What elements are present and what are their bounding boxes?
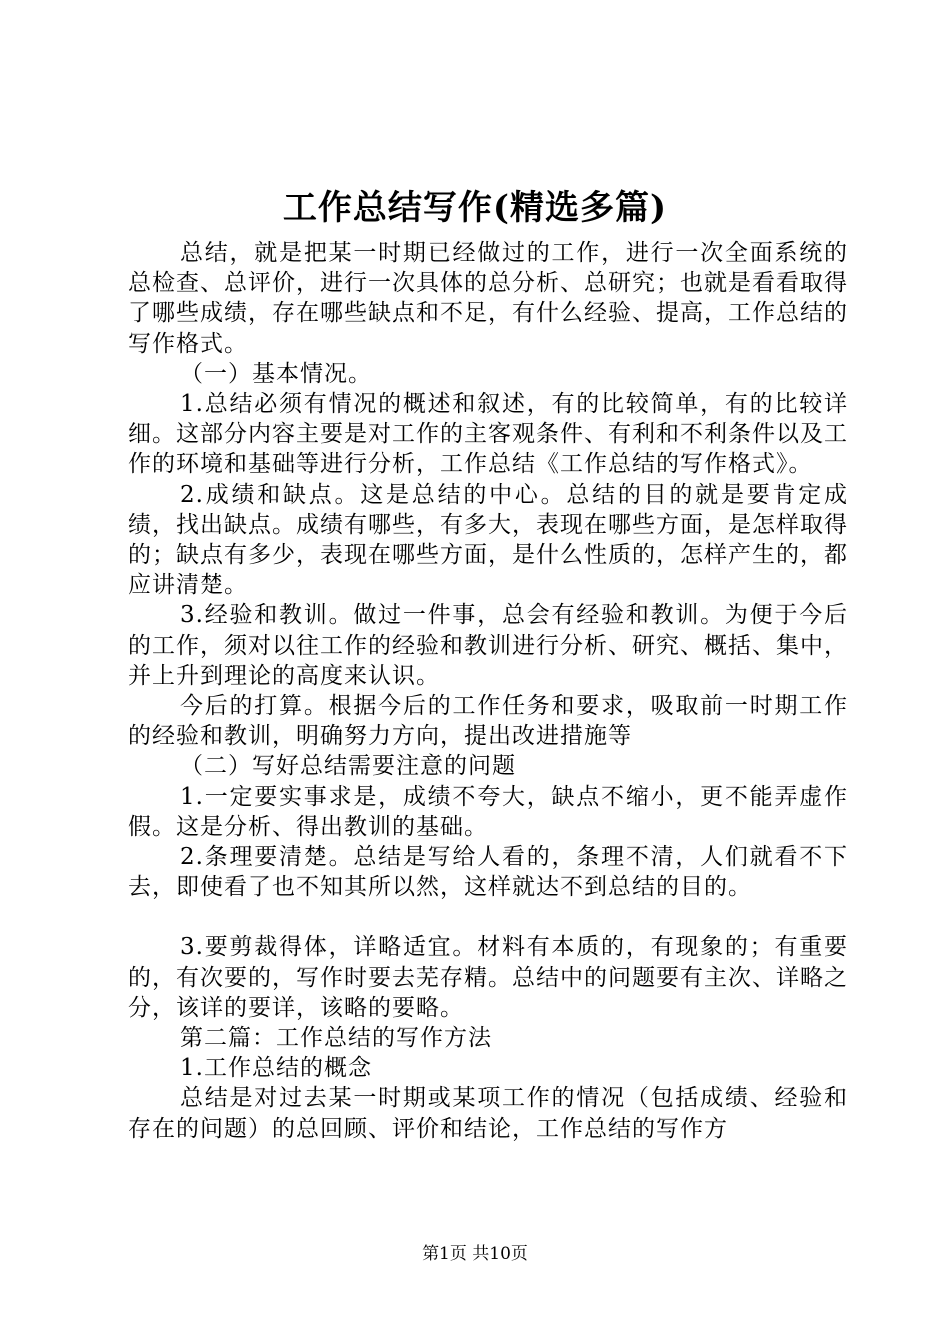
paragraph-note-1: 1.一定要实事求是，成绩不夸大，缺点不缩小，更不能弄虚作假。这是分析、得出教训的基础。 (128, 783, 848, 840)
subheading-concept: 1.工作总结的概念 (180, 1055, 372, 1082)
paragraph-note-3: 3.要剪裁得体，详略适宜。材料有本质的，有现象的；有重要的，有次要的，写作时要去芜存精。总结中的问题要有主次、详略之分，该详的要详，该略的要略。 (128, 934, 848, 1021)
document-body (128, 238, 848, 1144)
section-heading-part-two: 第二篇：工作总结的写作方法 (180, 1025, 492, 1052)
page-footer: 第1页 共10页 (422, 1244, 528, 1264)
paragraph-concept: 总结是对过去某一时期或某项工作的情况（包括成绩、经验和存在的问题）的总回顾、评价和结论，工作总结的写作方 (128, 1085, 848, 1142)
paragraph-item-2: 2.成绩和缺点。这是总结的中心。总结的目的就是要肯定成绩，找出缺点。成绩有哪些，有多大，表现在哪些方面，是怎样取得的；缺点有多少，表现在哪些方面，是什么性质的，怎样产生的，都应讲清楚。 (128, 481, 848, 599)
paragraph-intro: 总结，就是把某一时期已经做过的工作，进行一次全面系统的总检查、总评价，进行一次具体的总分析、总研究；也就是看看取得了哪些成绩，存在哪些缺点和不足，有什么经验、提高，工作总结的写作格式。 (128, 240, 848, 357)
paragraph-plan: 今后的打算。根据今后的工作任务和要求，吸取前一时期工作的经验和教训，明确努力方向，提出改进措施等 (128, 693, 848, 750)
section-heading-notes: （二）写好总结需要注意的问题 (180, 753, 516, 780)
paragraph-item-1: 1.总结必须有情况的概述和叙述，有的比较简单，有的比较详细。这部分内容主要是对工作的主客观条件、有利和不利条件以及工作的环境和基础等进行分析，工作总结《工作总结的写作格式》。 (128, 391, 848, 478)
paragraph-item-3: 3.经验和教训。做过一件事，总会有经验和教训。为便于今后的工作，须对以往工作的经验和教训进行分析、研究、概括、集中，并上升到理论的高度来认识。 (128, 602, 848, 689)
paragraph-note-2: 2.条理要清楚。总结是写给人看的，条理不清，人们就看不下去，即使看了也不知其所以然，这样就达不到总结的目的。 (128, 844, 848, 901)
page-title: 工作总结写作(精选多篇) (282, 188, 668, 228)
section-heading-basic: （一）基本情况。 (180, 360, 372, 387)
